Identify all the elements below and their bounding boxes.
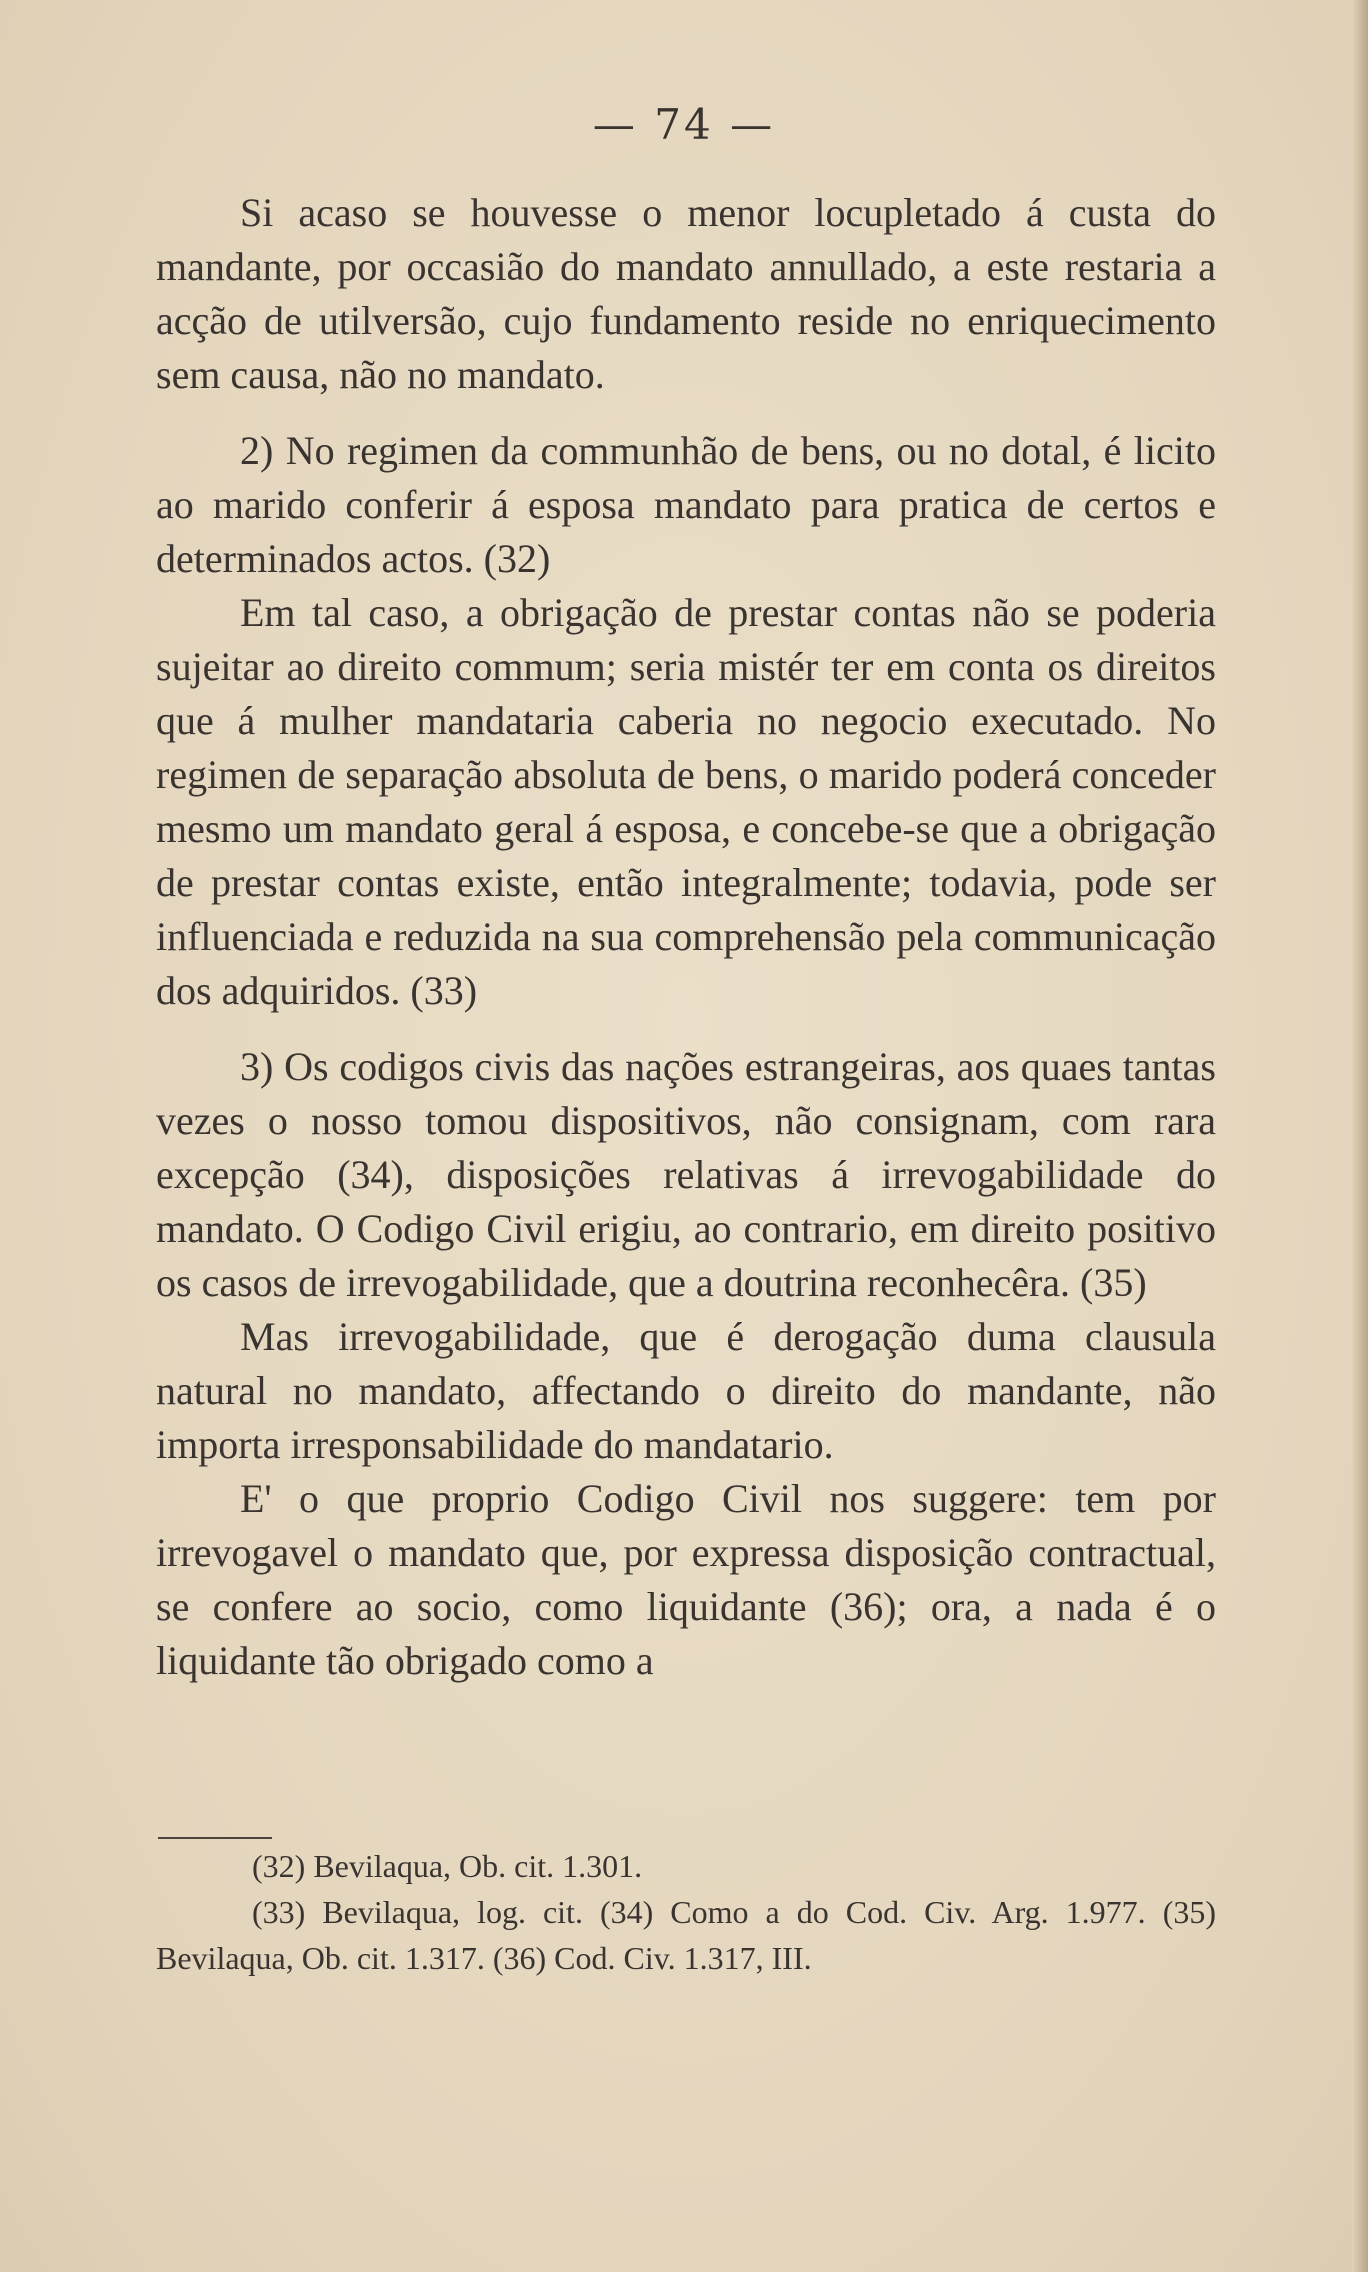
paragraph-4: 3) Os codigos civis das nações estrangeiras, aos quaes tantas vezes o nosso tomou dispositivos, não consignam, com rara excepção (34), disposições relativas á irrevogabilidade do mandato. O Codigo Civil erigiu, ao contrario, em direito positivo os casos de irrevogabilidade, que a doutrina reconhecêra. (35) xyxy=(156,1044,1216,1305)
page-edge xyxy=(1352,0,1368,2272)
footnote-1: (32) Bevilaqua, Ob. cit. 1.301. xyxy=(252,1848,643,1884)
paragraph-5: Mas irrevogabilidade, que é derogação duma clausula natural no mandato, affectando o direito do mandante, não importa irresponsabilidade do mandatario. xyxy=(156,1314,1216,1467)
footnote-divider xyxy=(158,1837,272,1839)
page-number: — 74 — xyxy=(592,100,776,149)
paragraph-3: Em tal caso, a obrigação de prestar contas não se poderia sujeitar ao direito commum; seria mistér ter em conta os direitos que á mulher mandataria caberia no negocio executado. No regimen de separação absoluta de bens, o marido poderá conceder mesmo um mandato geral á esposa, e concebe-se que a obrigação de prestar contas existe, então integralmente; todavia, pode ser influenciada e reduzida na sua comprehensão pela communicação dos adquiridos. (33) xyxy=(156,590,1216,1013)
paragraph-6: E' o que proprio Codigo Civil nos suggere: tem por irrevogavel o mandato que, por expressa disposição contractual, se confere ao socio, como liquidante (36); ora, a nada é o liquidante tão obrigado como a xyxy=(156,1476,1216,1683)
paragraph-1: Si acaso se houvesse o menor locupletado á custa do mandante, por occasião do mandato annullado, a este restaria a acção de utilversão, cujo fundamento reside no enriquecimento sem causa, não no mandato. xyxy=(156,190,1216,397)
body-text xyxy=(156,186,1216,1688)
paragraph-2: 2) No regimen da communhão de bens, ou no dotal, é licito ao marido conferir á esposa mandato para pratica de certos e determinados actos. (32) xyxy=(156,428,1216,581)
footnotes xyxy=(156,1843,1216,1981)
footnote-2: (33) Bevilaqua, log. cit. (34) Como a do Cod. Civ. Arg. 1.977. (35) Bevilaqua, Ob. cit. 1.317. (36) Cod. Civ. 1.317, III. xyxy=(156,1894,1216,1976)
